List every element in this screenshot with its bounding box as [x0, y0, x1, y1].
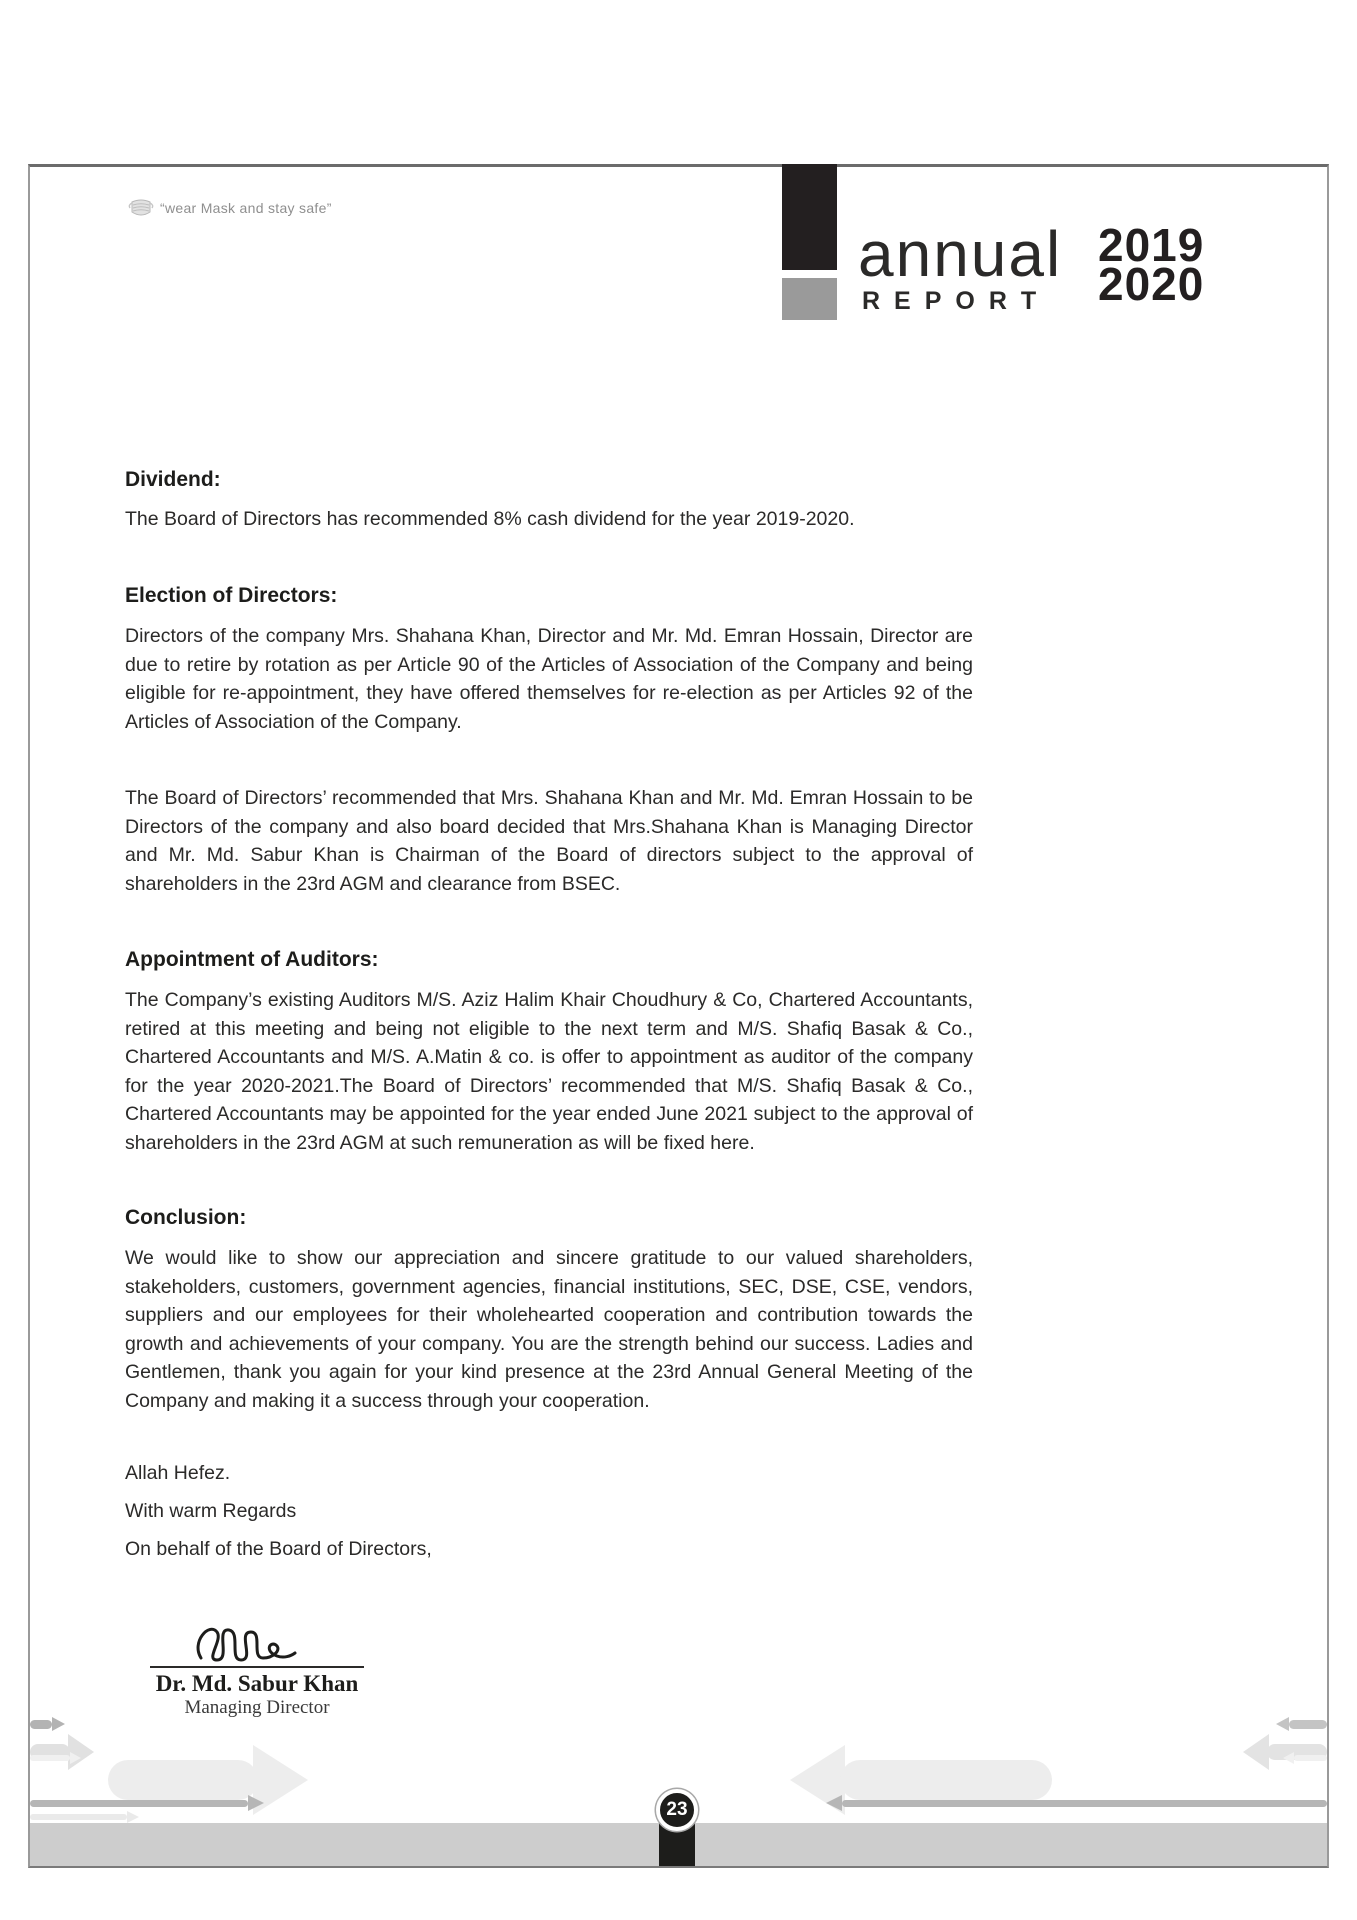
- mask-quote-text: “wear Mask and stay safe”: [160, 200, 332, 216]
- logo-years: [1098, 219, 1205, 310]
- logo-gray-bar: [782, 278, 837, 320]
- signatory-title: Managing Director: [184, 1697, 330, 1718]
- decorative-arrow: [30, 1752, 82, 1764]
- decorative-arrow: [1276, 1717, 1327, 1732]
- page-number: 23: [666, 1799, 688, 1820]
- face-mask-icon: [127, 196, 155, 220]
- decorative-arrow: [30, 1811, 142, 1823]
- dividend-heading: Dividend:: [125, 468, 221, 491]
- signatory-name: Dr. Md. Sabur Khan: [155, 1671, 359, 1696]
- election-paragraph-2: The Board of Directors’ recommended that Mrs. Shahana Khan and Mr. Md. Emran Hossain to be Directors of the company and also board decided that Mrs.Shahana Khan is Managing Director and Mr. Md. Sabur Khan is Chairman of the Board of directors subject to the approval of shareholders in the 23rd AGM and clearance from BSEC.: [125, 787, 973, 895]
- decorative-arrow: [826, 1795, 1327, 1812]
- logo-report-text: REPORT: [862, 287, 1051, 315]
- closing-line-3: On behalf of the Board of Directors,: [125, 1538, 432, 1560]
- decorative-arrow: [1283, 1752, 1327, 1764]
- page-number-badge: [656, 1789, 698, 1831]
- logo-year-bottom: 2020: [1098, 258, 1205, 310]
- logo-year-top: 2019: [1098, 219, 1205, 271]
- decorative-arrow: [30, 1717, 66, 1732]
- auditors-heading: Appointment of Auditors:: [125, 948, 379, 971]
- conclusion-paragraph: We would like to show our appreciation and sincere gratitude to our valued shareholders, stakeholders, customers, government agencies, financial institutions, SEC, DSE, CSE, vendors, suppliers and our employees for their wholehearted cooperation and contribution towards the growth and achievements of your company. You are the strength behind our success. Ladies and Gentlemen, thank you again for your kind presence at the 23rd Annual General Meeting of the Company and making it a success through your cooperation.: [125, 1247, 973, 1412]
- signature-rule: [150, 1666, 364, 1668]
- signature-scribble: [185, 1620, 305, 1672]
- dividend-paragraph: The Board of Directors has recommended 8% cash dividend for the year 2019-2020.: [125, 508, 855, 530]
- logo-annual-text: annual: [858, 218, 1063, 290]
- election-paragraph-1: Directors of the company Mrs. Shahana Khan, Director and Mr. Md. Emran Hossain, Director are due to retire by rotation as per Article 90 of the Articles of Association of the Company and being eligible for re-appointment, they have offered themselves for re-election as per Articles 92 of the Articles of Association of the Company.: [125, 625, 973, 733]
- decorative-arrow: [30, 1795, 266, 1812]
- closing-line-1: Allah Hefez.: [125, 1462, 231, 1484]
- conclusion-heading: Conclusion:: [125, 1206, 247, 1229]
- election-heading: Election of Directors:: [125, 584, 338, 607]
- closing-line-2: With warm Regards: [125, 1500, 297, 1522]
- logo-black-bar: [782, 164, 837, 270]
- auditors-paragraph: The Company’s existing Auditors M/S. Aziz Halim Khair Choudhury & Co, Chartered Accountants, retired at this meeting and being not eligible to the next term and M/S. Shafiq Basak & Co., Chartered Accountants and M/S. A.Matin & co. is offer to appointment as auditor of the company for the year 2020-2021.The Board of Directors’ recommended that M/S. Shafiq Basak & Co., Chartered Accountants may be appointed for the year ended June 2021 subject to the approval of shareholders in the 23rd AGM at such remuneration as will be fixed here.: [125, 989, 973, 1154]
